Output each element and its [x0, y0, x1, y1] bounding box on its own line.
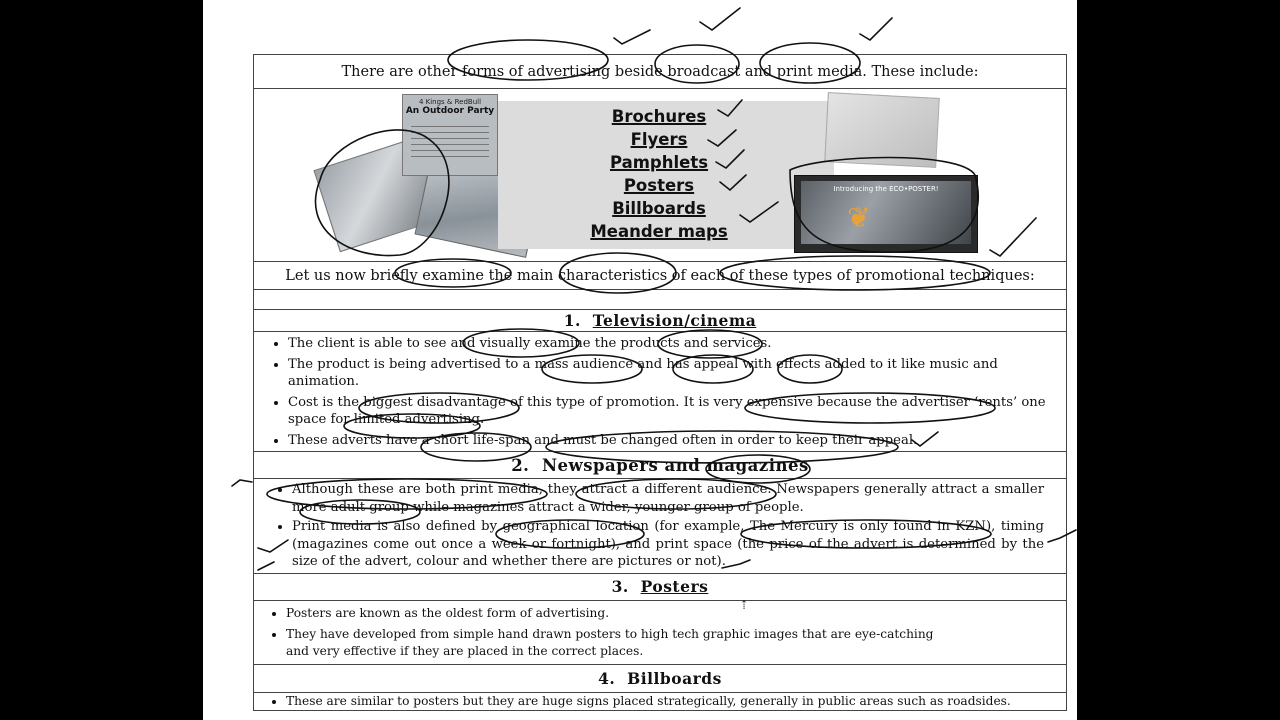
- heading-newspapers: [254, 452, 1067, 479]
- flyer-image: [402, 94, 498, 176]
- heading-billboards: [254, 664, 1067, 692]
- list-item: • Posters are known as the oldest form of advertising.: [286, 605, 936, 622]
- type-item: Brochures: [611, 107, 707, 126]
- list-item: • These are similar to posters but they are huge signs placed strategically, generally in public areas such as roadsides.: [286, 693, 1066, 710]
- flyer-text-lines: [411, 121, 489, 161]
- news-bullets-cell: [254, 479, 1067, 574]
- heading-title: Television/cinema: [592, 311, 757, 330]
- type-item: Billboards: [612, 199, 706, 218]
- list-item: • Although these are both print media, they attract a different audience. Newspapers generally attract a smaller more adult group while magazines attract a wider, younger group of people.: [292, 481, 1044, 516]
- image-collage-cell: [254, 89, 1067, 262]
- types-list: [554, 105, 764, 243]
- heading-tv: [254, 310, 1067, 332]
- examine-text: Let us now briefly examine the main characteristics of each of these types of promotional techniques:: [254, 262, 1067, 290]
- list-item: • The product is being advertised to a mass audience and has appeal with effects added to it like music and animation.: [288, 356, 1066, 391]
- document-page: [203, 0, 1077, 720]
- tv-bullets-cell: [254, 332, 1067, 452]
- intro-text: There are other forms of advertising beside broadcast and print media. These include:: [254, 55, 1067, 89]
- meander-map-image: [824, 92, 940, 168]
- type-item: Pamphlets: [609, 153, 709, 172]
- type-item: Posters: [623, 176, 695, 195]
- heading-number: 3.: [611, 577, 629, 596]
- billboard-image: [794, 175, 978, 253]
- content-table: [253, 54, 1067, 711]
- heading-number: 2.: [511, 455, 530, 475]
- list-item: • Print media is also defined by geographical location (for example, The Mercury is only found in KZN), timing (magazines come out once a week or fortnight), and print space (the price of the advert is determined by the size of the advert, colour and whether there are pictures or not).: [292, 518, 1044, 571]
- heading-number: 4.: [598, 668, 616, 688]
- mouse-cursor-icon: ⇡: [739, 598, 750, 612]
- type-item: Flyers: [630, 130, 688, 149]
- heading-number: 1.: [563, 311, 581, 330]
- list-item: • Cost is the biggest disadvantage of this type of promotion. It is very expensive because the advertiser ‘rents’ one space for limited advertising.: [288, 394, 1066, 429]
- list-item: • These adverts have a short life-span and must be changed often in order to keep their appeal.: [288, 432, 1066, 450]
- type-item: Meander maps: [590, 222, 728, 241]
- flyer-line1: 4 Kings & RedBull: [418, 98, 482, 106]
- billboard-text: Introducing the ECO•POSTER!: [833, 185, 939, 193]
- list-item: • The client is able to see and visually examine the products and services.: [288, 335, 1066, 353]
- heading-title: Newspapers and magazines: [541, 455, 809, 475]
- heading-title: Billboards: [627, 668, 722, 688]
- spacer-row: [254, 290, 1067, 310]
- posters-bullets-cell: [254, 600, 1067, 664]
- flyer-line2: An Outdoor Party: [405, 106, 495, 116]
- heading-title: Posters: [640, 577, 709, 596]
- heading-posters: [254, 573, 1067, 600]
- butterfly-icon: ❦: [847, 201, 871, 234]
- list-item: • They have developed from simple hand drawn posters to high tech graphic images that are eye-catching and very effective if they are placed in the correct places.: [286, 626, 936, 660]
- billboards-bullets-cell: [254, 692, 1067, 710]
